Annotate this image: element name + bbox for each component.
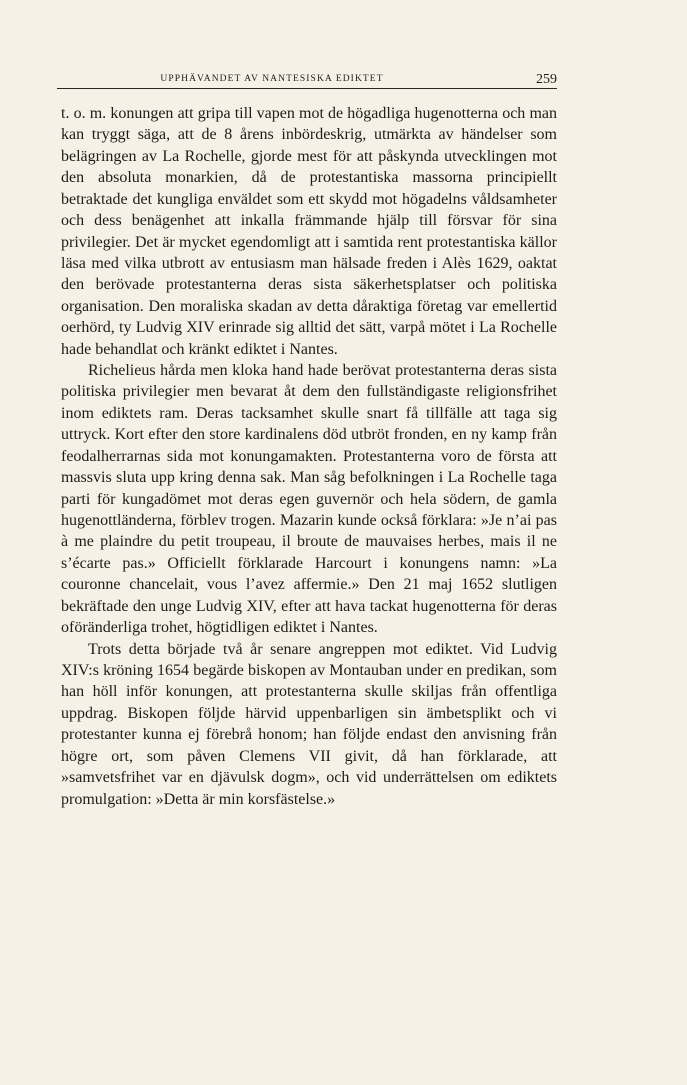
paragraph-continued: t. o. m. konungen att gripa till vapen mot de högadliga hugenotterna och man kan tryggt säga, att de 8 årens inbördeskrig, utmärkta av händelser som belägringen av La Rochelle, gjorde mest för att påskynda utvecklingen mot den absoluta monarkien, då de protestantiska massorna principiellt betraktade det kungliga enväldet som ett skydd mot högadelns våldsamheter och dess benägenhet att inkalla främmande hjälp till försvar för sina privilegier. Det är mycket egendomligt att i samtida rent protestantiska källor läsa med vilka utbrott av entusiasm man hälsade freden i Alès 1629, oaktat den berövade protestanterna deras sista säkerhetsplatser och politiska organisation. Den moraliska skadan av detta dåraktiga företag var emellertid oerhörd, ty Ludvig XIV erinrade sig alltid det sätt, varpå mötet i La Rochelle hade behandlat och kränkt ediktet i Nantes. [61, 105, 557, 358]
paragraph-richelieu: Richelieus hårda men kloka hand hade berövat protestanterna deras sista politiska privilegier men bevarat åt dem den fullständigaste religionsfrihet inom ediktets ram. Deras tacksamhet skulle snart få tillfälle att taga sig uttryck. Kort efter den store kardinalens död utbröt fronden, en ny kamp från feodalherrarnas sida mot konungamakten. Protestanterna voro de första att massvis sluta upp kring denna sak. Man såg befolkningen i La Rochelle taga parti för kungadömet mot deras egen guvernör och hela södern, de gamla hugenottländerna, förblev trogen. Mazarin kunde också förklara: »Je n’ai pas à me plaindre du petit troupeau, il broute de mauvaises herbes, mais il ne s’écarte pas.» Officiellt förklarade Harcourt i konungens namn: »La couronne chancelait, vous l’avez affermie.» Den 21 maj 1652 slutligen bekräftade den unge Ludvig XIV, efter att hava tackat hugenotterna för deras oföränderliga trohet, högtidligen ediktet i Nantes. [61, 362, 557, 637]
running-title: UPPHÄVANDET AV NANTESISKA EDIKTET [160, 74, 384, 84]
paragraph-coronation: Trots detta började två år senare angreppen mot ediktet. Vid Ludvig XIV:s kröning 1654 begärde biskopen av Montauban under en predikan, som han höll inför konungen, att protestanterna skulle skiljas från offentliga uppdrag. Biskopen följde härvid uppenbarligen sin ämbetsplikt och vi protestanter kunna ej förebrå honom; han följde endast den anvisning från högre ort, som påven Clemens VII givit, då han förklarade, att »samvetsfrihet var en djävulsk dogm», och vid underrättelsen om ediktets promulgation: »Detta är min korsfästelse.» [61, 640, 557, 808]
header-rule [57, 88, 557, 89]
body-text [61, 103, 557, 810]
page-number: 259 [536, 72, 557, 87]
